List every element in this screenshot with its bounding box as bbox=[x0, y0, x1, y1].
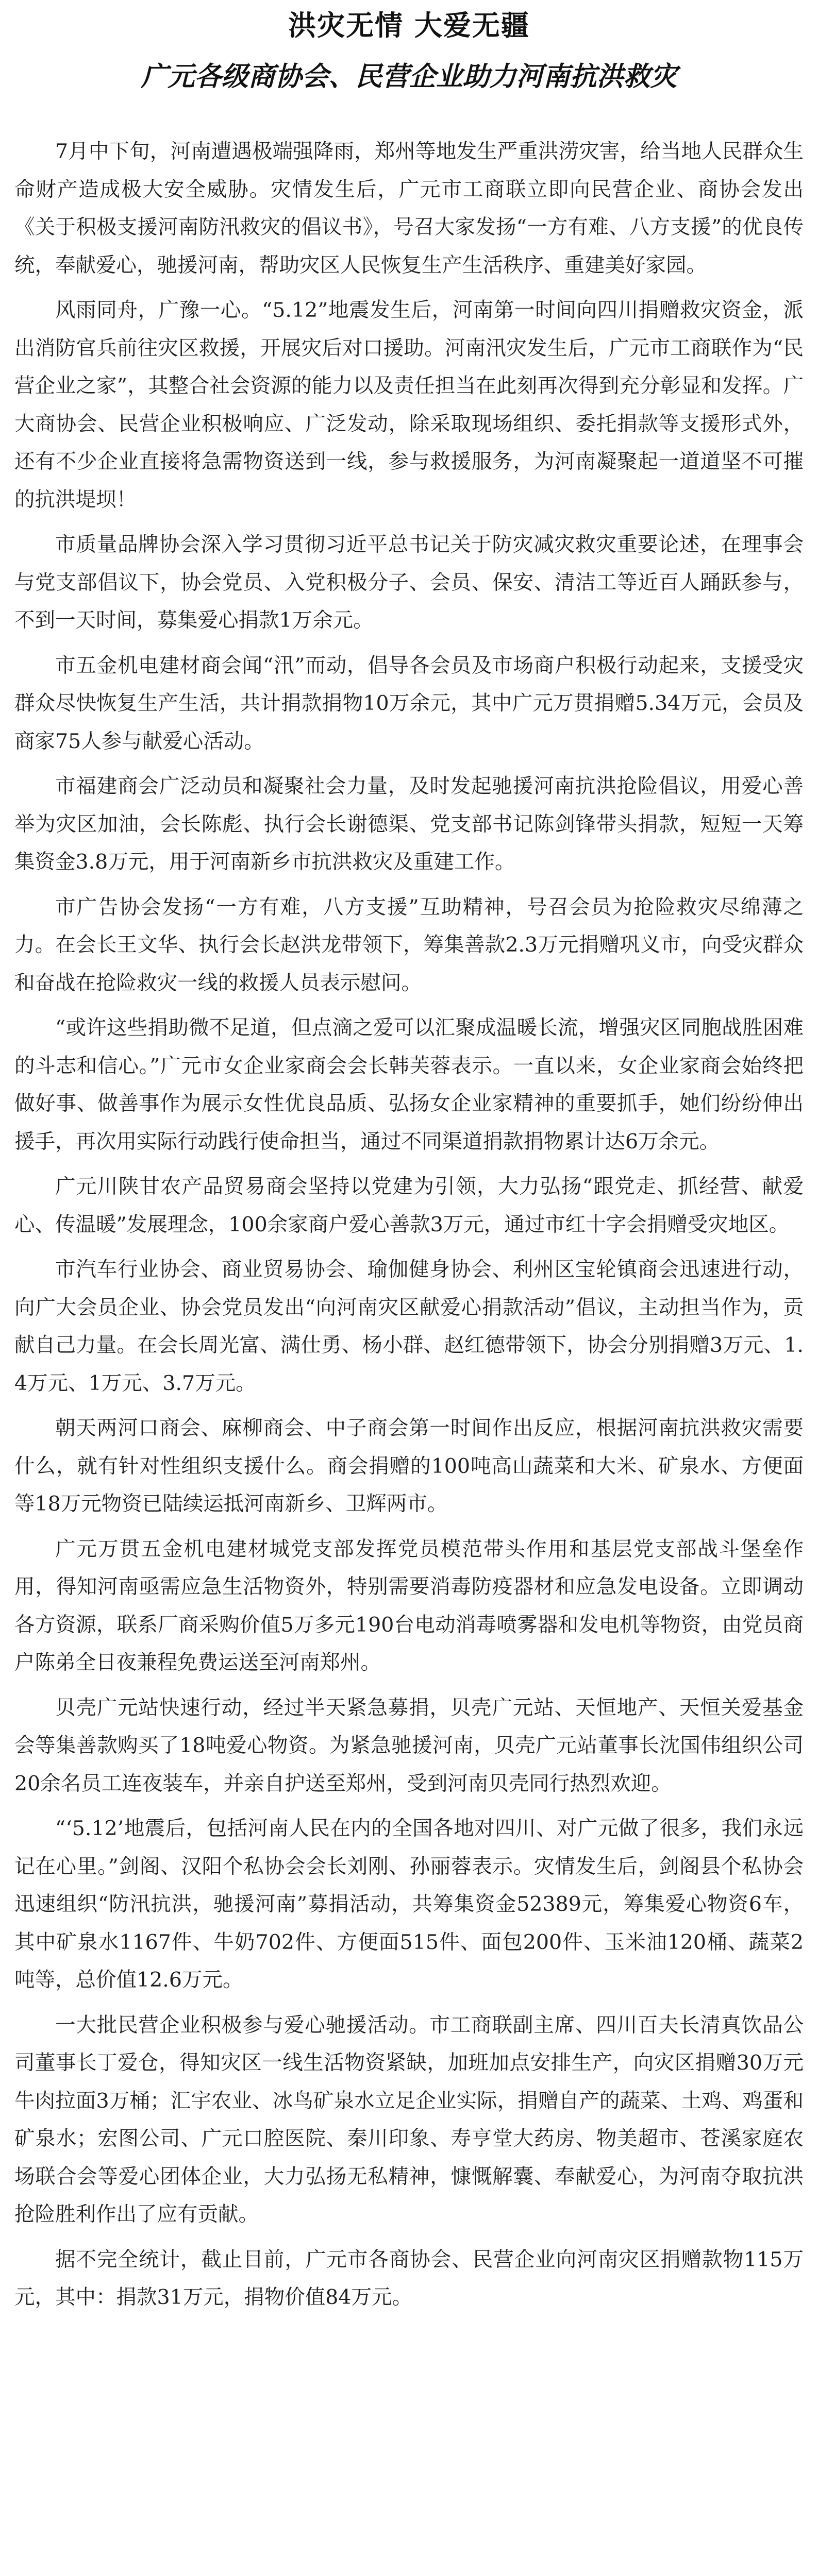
paragraph: “‘5.12’地震后，包括河南人民在内的全国各地对四川、对广元做了很多，我们永远记在心里。”剑阁、汉阳个私协会会长刘刚、孙丽蓉表示。灾情发生后，剑阁县个私协会迅速组织“防汛抗洪，驰援河南”募捐活动，共筹集资金52389元，筹集爱心物资6车，其中矿泉水1167件、牛奶702件、方便面515件、面包200件、玉米油120桶、蔬菜2吨等，总价值12.6万元。 bbox=[14, 1817, 804, 1992]
paragraph: 市福建商会广泛动员和凝聚社会力量，及时发起驰援河南抗洪抢险倡议，用爱心善举为灾区加油，会长陈彪、执行会长谢德渠、党支部书记陈剑锋带头捐款，短短一天筹集资金3.8万元，用于河南新乡市抗洪救灾及重建工作。 bbox=[14, 774, 804, 874]
article-subtitle: 广元各级商协会、民营企业助力河南抗洪救灾 bbox=[141, 61, 677, 92]
article-body bbox=[14, 133, 804, 2317]
paragraph: 贝壳广元站快速行动，经过半天紧急募捐，贝壳广元站、天恒地产、天恒关爱基金会等集善款购买了18吨爱心物资。为紧急驰援河南，贝壳广元站董事长沈国伟组织公司20余名员工连夜装车，并亲自护送至郑州，受到河南贝壳同行热烈欢迎。 bbox=[14, 1696, 804, 1795]
paragraph: 广元万贯五金机电建材城党支部发挥党员模范带头作用和基层党支部战斗堡垒作用，得知河南亟需应急生活物资外，特别需要消毒防疫器材和应急发电设备。立即调动各方资源，联系厂商采购价值5万多元190台电动消毒喷雾器和发电机等物资，由党员商户陈弟全日夜兼程免费运送至河南郑州。 bbox=[14, 1537, 804, 1674]
paragraph: 市广告协会发扬“一方有难，八方支援”互助精神，号召会员为抢险救灾尽绵薄之力。在会长王文华、执行会长赵洪龙带领下，筹集善款2.3万元捐赠巩义市，向受灾群众和奋战在抢险救灾一线的救援人员表示慰问。 bbox=[14, 895, 804, 995]
paragraph: 朝天两河口商会、麻柳商会、中子商会第一时间作出反应，根据河南抗洪救灾需要什么，就有针对性组织支援什么。商会捐赠的100吨高山蔬菜和大米、矿泉水、方便面等18万元物资已陆续运抵河南新乡、卫辉两市。 bbox=[14, 1416, 804, 1516]
paragraph: 7月中下旬，河南遭遇极端强降雨，郑州等地发生严重洪涝灾害，给当地人民群众生命财产造成极大安全威胁。灾情发生后，广元市工商联立即向民营企业、商协会发出《关于积极支援河南防汛救灾的倡议书》，号召大家发扬“一方有难、八方支援”的优良传统，奉献爱心，驰援河南，帮助灾区人民恢复生产生活秩序、重建美好家园。 bbox=[14, 140, 804, 277]
article-title: 洪灾无情 大爱无疆 bbox=[288, 9, 530, 42]
paragraph: 广元川陕甘农产品贸易商会坚持以党建为引领，大力弘扬“跟党走、抓经营、献爱心、传温暖”发展理念，100余家商户爱心善款3万元，通过市红十字会捐赠受灾地区。 bbox=[14, 1175, 804, 1236]
paragraph: 风雨同舟，广豫一心。“5.12”地震发生后，河南第一时间向四川捐赠救灾资金，派出消防官兵前往灾区救援，开展灾后对口援助。河南汛灾发生后，广元市工商联作为“民营企业之家”，其整合社会资源的能力以及责任担当在此刻再次得到充分彰显和发挥。广大商协会、民营企业积极响应、广泛发动，除采取现场组织、委托捐款等支援形式外，还有不少企业直接将急需物资送到一线，参与救援服务，为河南凝聚起一道道坚不可摧的抗洪堤坝！ bbox=[14, 298, 804, 512]
paragraph: 市质量品牌协会深入学习贯彻习近平总书记关于防灾减灾救灾重要论述，在理事会与党支部倡议下，协会党员、入党积极分子、会员、保安、清洁工等近百人踊跃参与，不到一天时间，募集爱心捐款1万余元。 bbox=[14, 533, 804, 632]
paragraph: 据不完全统计，截止目前，广元市各商协会、民营企业向河南灾区捐赠款物115万元，其中：捐款31万元，捐物价值84万元。 bbox=[14, 2247, 804, 2309]
paragraph: 一大批民营企业积极参与爱心驰援活动。市工商联副主席、四川百夫长清真饮品公司董事长丁爱仓，得知灾区一线生活物资紧缺，加班加点安排生产，向灾区捐赠30万元牛肉拉面3万桶；汇宇农业、冰鸟矿泉水立足企业实际，捐赠自产的蔬菜、土鸡、鸡蛋和矿泉水；宏图公司、广元口腔医院、秦川印象、寿亨堂大药房、物美超市、苍溪家庭农场联合会等爱心团体企业，大力弘扬无私精神，慷慨解囊、奉献爱心，为河南夺取抗洪抢险胜利作出了应有贡献。 bbox=[14, 2013, 804, 2226]
paragraph: 市汽车行业协会、商业贸易协会、瑜伽健身协会、利州区宝轮镇商会迅速进行动，向广大会员企业、协会党员发出“向河南灾区献爱心捐款活动”倡议，主动担当作为，贡献自己力量。在会长周光富、满仕勇、杨小群、赵红德带领下，协会分别捐赠3万元、1.4万元、1万元、3.7万元。 bbox=[14, 1258, 804, 1395]
paragraph: 市五金机电建材商会闻“汛”而动，倡导各会员及市场商户积极行动起来，支援受灾群众尽快恢复生产生活，共计捐款捐物10万余元，其中广元万贯捐赠5.34万元，会员及商家75人参与献爱心活动。 bbox=[14, 653, 804, 753]
paragraph: “或许这些捐助微不足道，但点滴之爱可以汇聚成温暖长流，增强灾区同胞战胜困难的斗志和信心。”广元市女企业家商会会长韩芙蓉表示。一直以来，女企业家商会始终把做好事、做善事作为展示女性优良品质、弘扬女企业家精神的重要抓手，她们纷纷伸出援手，再次用实际行动践行使命担当，通过不同渠道捐款捐物累计达6万余元。 bbox=[14, 1016, 804, 1154]
